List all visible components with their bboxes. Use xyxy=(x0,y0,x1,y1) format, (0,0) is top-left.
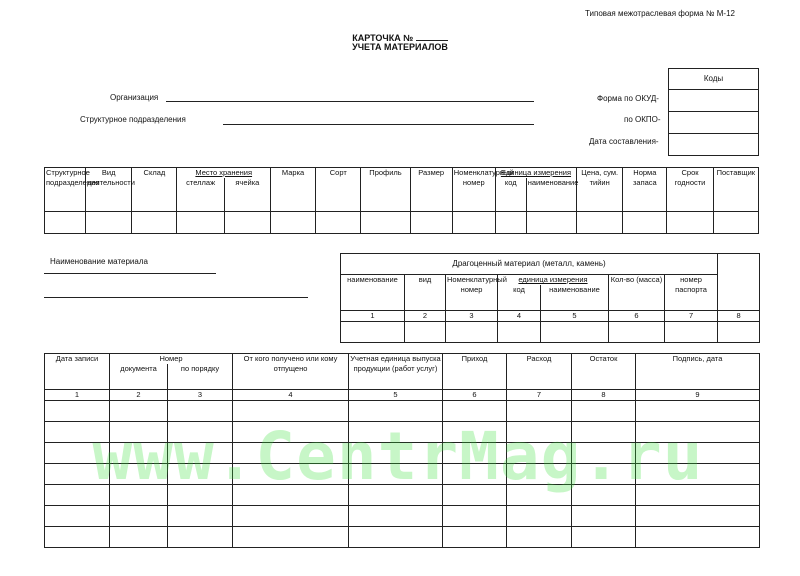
form-type-label: Типовая межотраслевая форма № М-12 xyxy=(585,9,735,18)
cell-activity[interactable] xyxy=(86,211,132,233)
table-cell[interactable] xyxy=(110,463,168,484)
table-cell[interactable] xyxy=(572,421,636,442)
mv-num-6: 6 xyxy=(443,389,507,400)
table-cell[interactable] xyxy=(636,400,760,421)
precious-num-6: 6 xyxy=(609,310,665,321)
col-shelf-life: Срок годности xyxy=(667,168,713,212)
table-cell[interactable] xyxy=(572,505,636,526)
cell-unit-name[interactable] xyxy=(526,211,576,233)
precious-col-qty: Кол-во (масса) xyxy=(609,275,665,311)
organization-field[interactable] xyxy=(166,101,534,102)
table-cell[interactable] xyxy=(110,526,168,547)
table-cell[interactable] xyxy=(636,505,760,526)
precious-num-8: 8 xyxy=(718,310,760,321)
cell-profile[interactable] xyxy=(361,211,410,233)
col-brand: Марка xyxy=(270,168,315,212)
material-name-field-1[interactable] xyxy=(44,273,216,274)
table-cell[interactable] xyxy=(507,442,572,463)
table-row xyxy=(45,421,760,442)
mv-col-account-unit: Учетная единица выпуска продукции (работ услуг) xyxy=(349,354,443,390)
col-rack: стеллаж xyxy=(177,178,224,211)
table-cell[interactable] xyxy=(349,400,443,421)
table-cell[interactable] xyxy=(168,484,233,505)
codes-header: Коды xyxy=(669,69,759,90)
table-cell[interactable] xyxy=(349,484,443,505)
okud-code-cell[interactable] xyxy=(669,90,759,112)
cell-supplier[interactable] xyxy=(713,211,758,233)
cell-grade[interactable] xyxy=(316,211,361,233)
mv-col-from-whom: От кого получено или кому отпущено xyxy=(233,354,349,390)
table-cell[interactable] xyxy=(110,505,168,526)
table-cell[interactable] xyxy=(636,484,760,505)
mv-col-number: Номер xyxy=(110,354,233,365)
precious-cell-kind[interactable] xyxy=(405,321,446,342)
precious-material-table xyxy=(340,253,760,343)
precious-num-5: 5 xyxy=(541,310,609,321)
table-cell[interactable] xyxy=(507,463,572,484)
table-cell[interactable] xyxy=(45,421,110,442)
col-warehouse: Склад xyxy=(132,168,177,212)
cell-rack[interactable] xyxy=(177,211,224,233)
table-cell[interactable] xyxy=(443,442,507,463)
table-cell[interactable] xyxy=(443,526,507,547)
mv-num-4: 4 xyxy=(233,389,349,400)
table-cell[interactable] xyxy=(168,400,233,421)
col-price: Цена, сум. тийин xyxy=(577,168,623,212)
cell-cell[interactable] xyxy=(224,211,270,233)
mv-col-signature: Подпись, дата xyxy=(636,354,760,390)
date-code-cell[interactable] xyxy=(669,134,759,156)
table-cell[interactable] xyxy=(110,421,168,442)
col-activity: Вид деятельности xyxy=(86,168,132,212)
table-cell[interactable] xyxy=(349,421,443,442)
precious-col-unit: единица измерения xyxy=(498,275,609,286)
table-cell[interactable] xyxy=(168,505,233,526)
precious-cell-code[interactable] xyxy=(498,321,541,342)
precious-title: Драгоценный материал (металл, камень) xyxy=(341,254,718,275)
mv-num-8: 8 xyxy=(572,389,636,400)
table-cell[interactable] xyxy=(45,463,110,484)
okpo-code-cell[interactable] xyxy=(669,112,759,134)
col-structural: Структурное подразделение xyxy=(45,168,86,212)
table-cell[interactable] xyxy=(443,484,507,505)
table-cell[interactable] xyxy=(233,400,349,421)
table-cell[interactable] xyxy=(168,463,233,484)
precious-col-kind: вид xyxy=(405,275,446,311)
table-cell[interactable] xyxy=(168,526,233,547)
col-unit: Единица измерения xyxy=(495,168,576,179)
col-nomenclature: Номенклатурный номер xyxy=(452,168,495,212)
card-title-line1: КАРТОЧКА № xyxy=(352,33,414,43)
table-cell[interactable] xyxy=(572,463,636,484)
mv-num-2: 2 xyxy=(110,389,168,400)
table-cell[interactable] xyxy=(45,526,110,547)
table-row xyxy=(45,400,760,421)
okpo-label: по ОКПО- xyxy=(624,115,661,124)
mv-num-9: 9 xyxy=(636,389,760,400)
table-cell[interactable] xyxy=(45,505,110,526)
date-label: Дата составления- xyxy=(589,137,659,146)
table-cell[interactable] xyxy=(507,400,572,421)
mv-num-1: 1 xyxy=(45,389,110,400)
table-cell[interactable] xyxy=(443,463,507,484)
organization-label: Организация xyxy=(110,93,159,102)
table-cell[interactable] xyxy=(443,505,507,526)
table-cell[interactable] xyxy=(233,505,349,526)
precious-cell-passport[interactable] xyxy=(665,321,718,342)
precious-cell-qty[interactable] xyxy=(609,321,665,342)
structural-unit-label: Структурное подразделения xyxy=(80,115,186,124)
table-cell[interactable] xyxy=(349,463,443,484)
precious-num-1: 1 xyxy=(341,310,405,321)
table-cell[interactable] xyxy=(507,526,572,547)
col-size: Размер xyxy=(410,168,452,212)
movements-table xyxy=(44,353,760,548)
col-unit-code: код xyxy=(495,178,526,211)
table-cell[interactable] xyxy=(636,526,760,547)
table-row xyxy=(45,463,760,484)
table-cell[interactable] xyxy=(110,400,168,421)
table-cell[interactable] xyxy=(572,442,636,463)
table-cell[interactable] xyxy=(349,442,443,463)
cell-unit-code[interactable] xyxy=(495,211,526,233)
mv-col-by-order: по порядку xyxy=(168,364,233,389)
watermark: www.CentrMag.ru xyxy=(92,418,704,495)
table-cell[interactable] xyxy=(636,442,760,463)
table-cell[interactable] xyxy=(572,484,636,505)
table-cell[interactable] xyxy=(233,442,349,463)
cell-structural[interactable] xyxy=(45,211,86,233)
table-cell[interactable] xyxy=(572,400,636,421)
precious-col-name: наименование xyxy=(341,275,405,311)
table-cell[interactable] xyxy=(349,505,443,526)
table-cell[interactable] xyxy=(168,421,233,442)
mv-col-income: Приход xyxy=(443,354,507,390)
precious-col-unit-name: наименование xyxy=(541,285,609,310)
col-storage: Место хранения xyxy=(177,168,270,179)
precious-num-2: 2 xyxy=(405,310,446,321)
precious-cell-nomenclature[interactable] xyxy=(446,321,498,342)
cell-brand[interactable] xyxy=(270,211,315,233)
table-row xyxy=(45,505,760,526)
table-row xyxy=(45,484,760,505)
table-cell[interactable] xyxy=(233,526,349,547)
table-cell[interactable] xyxy=(233,421,349,442)
col-supplier: Поставщик xyxy=(713,168,758,212)
table-cell[interactable] xyxy=(233,463,349,484)
table-cell[interactable] xyxy=(443,421,507,442)
table-cell[interactable] xyxy=(168,442,233,463)
cell-stock-norm[interactable] xyxy=(623,211,667,233)
material-attributes-table xyxy=(44,167,759,234)
mv-num-5: 5 xyxy=(349,389,443,400)
table-cell[interactable] xyxy=(45,442,110,463)
mv-col-balance: Остаток xyxy=(572,354,636,390)
table-cell[interactable] xyxy=(636,463,760,484)
card-subtitle: УЧЕТА МАТЕРИАЛОВ xyxy=(352,42,448,52)
precious-num-4: 4 xyxy=(498,310,541,321)
table-cell[interactable] xyxy=(507,484,572,505)
table-cell[interactable] xyxy=(349,526,443,547)
structural-unit-field[interactable] xyxy=(223,124,534,125)
cell-price[interactable] xyxy=(577,211,623,233)
table-cell[interactable] xyxy=(572,526,636,547)
cell-shelf-life[interactable] xyxy=(667,211,713,233)
table-cell[interactable] xyxy=(443,400,507,421)
col-profile: Профиль xyxy=(361,168,410,212)
table-cell[interactable] xyxy=(233,484,349,505)
col-cell: ячейка xyxy=(224,178,270,211)
table-cell[interactable] xyxy=(507,421,572,442)
cell-nomenclature[interactable] xyxy=(452,211,495,233)
material-name-label: Наименование материала xyxy=(50,257,148,266)
table-cell[interactable] xyxy=(45,400,110,421)
okud-label: Форма по ОКУД- xyxy=(597,94,659,103)
precious-cell-name[interactable] xyxy=(341,321,405,342)
table-row xyxy=(45,526,760,547)
table-cell[interactable] xyxy=(507,505,572,526)
precious-col-code: код xyxy=(498,285,541,310)
precious-col-8-head xyxy=(718,254,760,311)
table-cell[interactable] xyxy=(110,442,168,463)
precious-num-3: 3 xyxy=(446,310,498,321)
mv-num-7: 7 xyxy=(507,389,572,400)
cell-warehouse[interactable] xyxy=(132,211,177,233)
table-cell[interactable] xyxy=(45,484,110,505)
precious-cell-unit-name[interactable] xyxy=(541,321,609,342)
material-name-field-2[interactable] xyxy=(44,297,308,298)
mv-col-expense: Расход xyxy=(507,354,572,390)
col-stock-norm: Норма запаса xyxy=(623,168,667,212)
codes-table xyxy=(668,68,759,156)
mv-num-3: 3 xyxy=(168,389,233,400)
precious-cell-8[interactable] xyxy=(718,321,760,342)
precious-col-nomenclature: Номенклатурный номер xyxy=(446,275,498,311)
col-grade: Сорт xyxy=(316,168,361,212)
table-cell[interactable] xyxy=(110,484,168,505)
col-unit-name: наименование xyxy=(526,178,576,211)
table-row xyxy=(45,442,760,463)
table-cell[interactable] xyxy=(636,421,760,442)
precious-col-passport: номер паспорта xyxy=(665,275,718,311)
mv-col-date: Дата записи xyxy=(45,354,110,390)
mv-col-document: документа xyxy=(110,364,168,389)
cell-size[interactable] xyxy=(410,211,452,233)
card-number-field[interactable] xyxy=(416,32,448,41)
precious-num-7: 7 xyxy=(665,310,718,321)
